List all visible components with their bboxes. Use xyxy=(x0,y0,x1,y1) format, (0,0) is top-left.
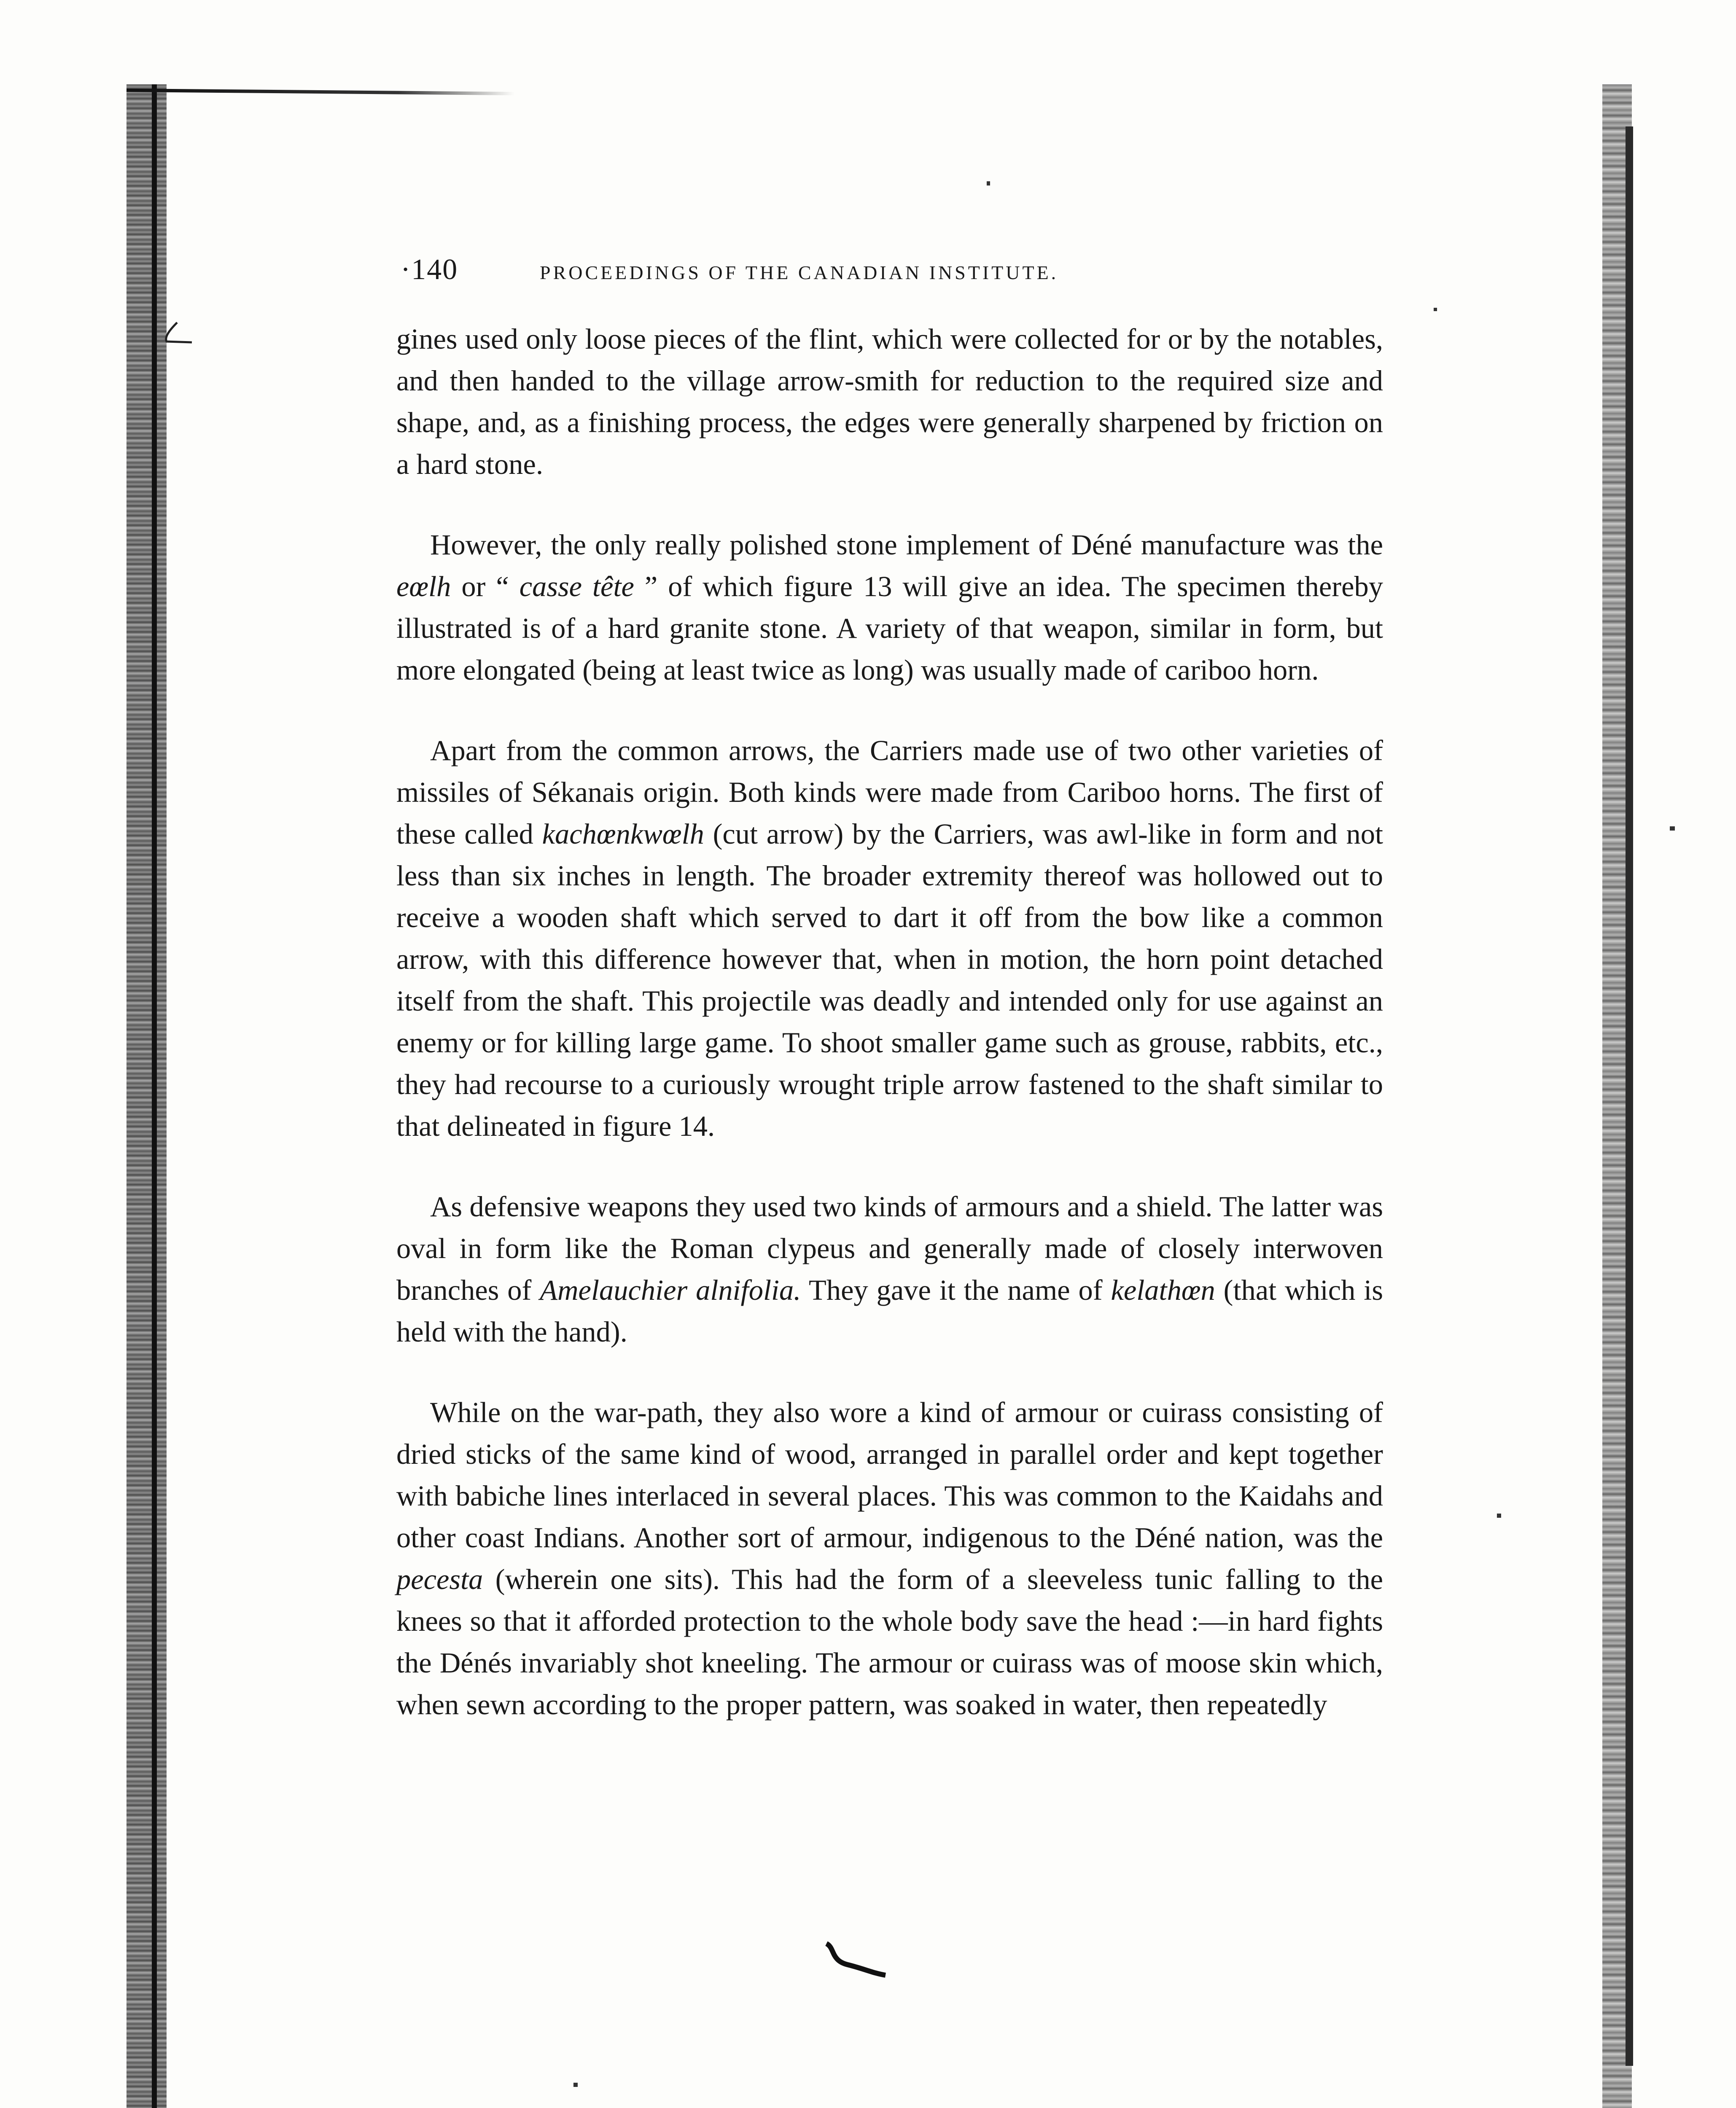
page-number: ·140 xyxy=(401,253,458,286)
paragraph-text: or “ xyxy=(451,570,519,602)
stray-speck xyxy=(573,2083,578,2087)
italic-term: casse tête xyxy=(519,570,634,602)
paragraph-armour xyxy=(396,1392,1383,1726)
paragraph-text: As defensive weapons they used two kinds of armours and a shield. The latter was oval in form like the Roman clypeus and generally made of closely interwoven branches of xyxy=(396,1191,1383,1306)
top-edge-rule xyxy=(126,89,514,95)
stray-speck xyxy=(1434,308,1437,311)
paragraph-text: gines used only loose pieces of the flint, which were collected for or by the notables, and then handed to the village arrow-smith for reduction to the required size and shape, and, as a finishing process, the edges were generally sharpened by friction on a hard stone. xyxy=(396,323,1383,480)
italic-term: kachœnkwœlh xyxy=(542,818,704,850)
stray-speck xyxy=(1670,826,1675,831)
running-head: PROCEEDINGS OF THE CANADIAN INSTITUTE. xyxy=(540,262,1059,283)
left-binding-edge xyxy=(152,84,157,2108)
paragraph-casse-tete xyxy=(396,524,1383,691)
left-binding-shadow xyxy=(126,84,167,2108)
stray-speck xyxy=(1497,1514,1501,1518)
paragraph-continuation xyxy=(396,318,1383,485)
paragraph-text: Apart from the common arrows, the Carriers made use of two other varieties of missiles of Sékanais origin. Both kinds were made from Cariboo horns. The first of these called xyxy=(396,734,1383,850)
italic-term: Amelauchier alnifolia. xyxy=(540,1274,801,1306)
italic-term: pecesta xyxy=(396,1563,483,1595)
paragraph-text: However, the only really polished stone implement of Déné manufacture was the xyxy=(430,529,1383,561)
italic-term: eœlh xyxy=(396,570,451,602)
paragraph-text: (wherein one sits). This had the form of a sleeveless tunic falling to the knees so that it afforded protection to the whole body save the head :—in hard fights the Dénés invariably shot kneeling. The armour or cuirass was of moose skin which, when sewn according to the proper pattern, was soaked in water, then repeatedly xyxy=(396,1563,1383,1721)
bottom-ink-squiggle xyxy=(822,1939,890,1982)
paragraph-arrows xyxy=(396,730,1383,1147)
right-binding-edge xyxy=(1626,126,1633,2066)
body-text xyxy=(396,318,1383,1726)
paragraph-text: ” of which figure 13 will give an idea. The specimen thereby illustrated is of a hard granite stone. A variety of that weapon, similar in form, but more elongated (being at least twice as long) was usually made of cariboo horn. xyxy=(396,570,1383,686)
stray-speck xyxy=(987,181,990,186)
margin-pencil-mark xyxy=(160,320,194,346)
paragraph-shield xyxy=(396,1186,1383,1353)
page-header xyxy=(401,253,1387,295)
paragraph-text: While on the war-path, they also wore a kind of armour or cuirass consisting of dried sticks of the same kind of wood, arranged in parallel order and kept together with babiche lines interlaced in several places. This was common to the Kaidahs and other coast Indians. Another sort of armour, indigenous to the Déné nation, was the xyxy=(396,1396,1383,1554)
paragraph-text: (that which is held with the hand). xyxy=(396,1274,1383,1348)
paragraph-text: (cut arrow) by the Carriers, was awl-like in form and not less than six inches in length. The broader extremity thereof was hollowed out to receive a wooden shaft which served to dart it off from the bow like a common arrow, with this difference however that, when in motion, the horn point detached itself from the shaft. This projectile was deadly and intended only for use against an enemy or for killing large game. To shoot smaller game such as grouse, rabbits, etc., they had recourse to a curiously wrought triple arrow fastened to the shaft similar to that delineated in figure 14. xyxy=(396,818,1383,1142)
italic-term: kelathœn xyxy=(1111,1274,1215,1306)
paragraph-text: They gave it the name of xyxy=(801,1274,1111,1306)
